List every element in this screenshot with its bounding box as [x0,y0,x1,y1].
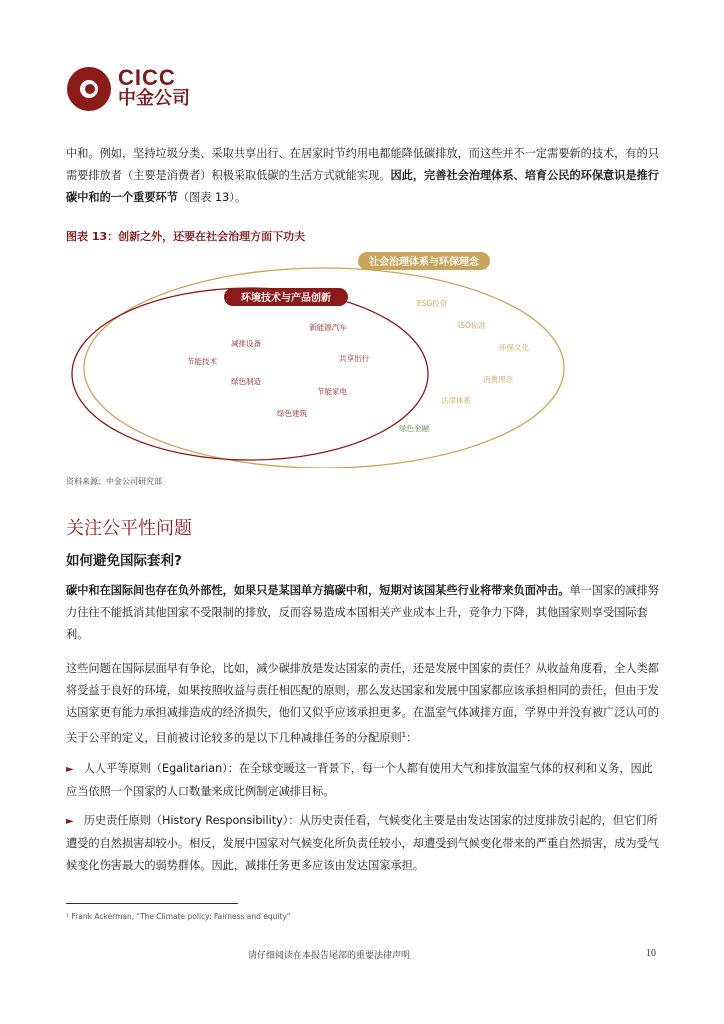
outer-item: 法律体系 [441,396,471,405]
footnote: ¹ Frank Ackerman, "The Climate policy: Fairness and equity" [66,912,291,921]
outer-item: 绿色金融 [399,424,429,433]
logo-text-cn: 中金公司 [118,88,190,109]
intro-text-b: （图表 13）。 [177,191,247,204]
cicc-logo-icon [66,66,112,112]
outer-label: 社会治理体系与环保理念 [369,257,479,268]
inner-item: 绿色制造 [231,377,261,386]
footnote-ref: 1 [401,731,407,739]
outer-item: 消费理念 [483,375,513,384]
paragraph-1 [66,580,662,646]
inner-ellipse [72,288,428,460]
figure-title: 图表 13：创新之外，还要在社会治理方面下功夫 [66,230,306,243]
inner-item: 减排设备 [231,339,261,348]
intro-text-a: 中和。例如，坚持垃圾分类、采取共享出行、在居家时节约用电都能降低碳排放，而这些并不一定需要新的技术，有的只需要排放者（主要是消费者）积极采取低碳的生活方式就能实现。 [66,147,659,182]
paragraph-1-rest: 单一国家的减排努力往往不能抵消其他国家不受限制的排放，反而容易造成本国相关产业成本上升，竞争力下降，其他国家则享受国际套利。 [66,584,659,641]
inner-item: 共享出行 [339,354,369,363]
paragraph-2 [66,658,662,750]
outer-item: 环保文化 [499,343,529,352]
section-heading: 关注公平性问题 [66,518,192,539]
figure-source: 资料来源：中金公司研究部 [66,477,162,486]
bullet-text: 历史责任原则（History Responsibility）：从历史责任看，气候变化主要是由发达国家的过度排放引起的，但它们所遭受的自然损害却较小。相反，发展中国家对气候变化所负责任较小，却遭受到气候变化带来的严重自然损害，成为受气候变化伤害最大的弱势群体。因此，减排任务更多应该由发达国家承担。 [66,814,659,872]
inner-item: 绿色建筑 [277,409,307,418]
section-subheading: 如何避免国际套利? [66,553,182,569]
paragraph-1-bold: 碳中和在国际间也存在负外部性，如果只是某国单方搞碳中和，短期对该国某些行业将带来负面冲击。 [66,584,570,597]
footer-disclaimer: 请仔细阅读在本报告尾部的重要法律声明 [248,951,411,961]
bullet-arrow-icon: ► [66,816,74,827]
outer-item: ISO标准 [458,321,486,330]
paragraph-2-text: 这些问题在国际层面早有争论，比如，减少碳排放是发达国家的责任，还是发展中国家的责任？从收益角度看，全人类都将受益于良好的环境，如果按照收益与责任相匹配的原则，那么发达国家和发展中国家都应该承担相同的责任，但由于发达国家更有能力承担减排造成的经济损失，他们又似乎应该承担更多。在温室气体减排方面，学界中并没有被广泛认可的关于公平的定义，目前被讨论较多的是以下几种减排任务的分配原则 [66,662,659,745]
bullet-arrow-icon: ► [66,764,74,775]
inner-items [187,322,369,418]
logo-text-en: CICC [118,65,176,90]
inner-item: 节能技术 [187,357,217,366]
venn-diagram [66,246,662,468]
outer-item: ESG投资 [416,299,448,308]
outer-items [399,298,529,433]
bullet-item [66,758,662,803]
footnote-divider [66,903,238,904]
inner-item: 节能家电 [317,387,347,396]
intro-paragraph [66,143,662,209]
inner-label: 环境技术与产品创新 [241,293,331,304]
inner-item: 新能源汽车 [309,323,347,332]
page-number: 10 [646,948,656,959]
intro-text-bold: 因此，完善社会治理体系、培育公民的环保意识是推行碳中和的一个重要环节 [66,169,659,204]
bullet-text: 人人平等原则（Egalitarian）：在全球变暖这一背景下，每一个人都有使用大气和排放温室气体的权利和义务，因此应当依照一个国家的人口数量来成比例制定减排目标。 [66,762,653,798]
paragraph-2-end: ： [406,731,418,745]
bullet-item [66,810,662,877]
